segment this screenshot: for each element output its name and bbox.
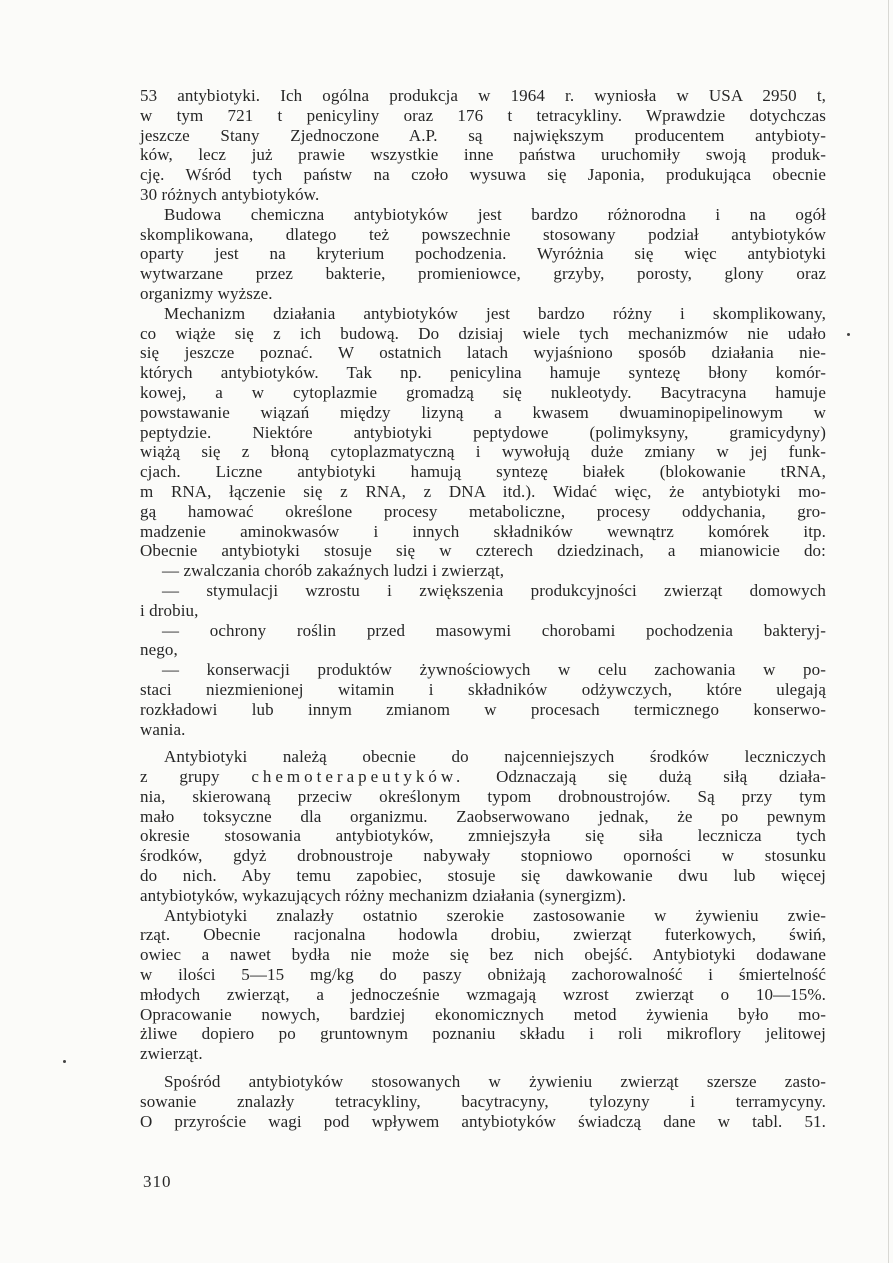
text-line: Antybiotyki należą obecnie do najcenniejszych środków leczniczych bbox=[164, 747, 826, 767]
text-line: owiec a nawet bydła nie może się bez nich obejść. Antybiotyki dodawane bbox=[140, 945, 826, 965]
text-line: O przyroście wagi pod wpływem antybiotyków świadczą dane w tabl. 51. bbox=[140, 1111, 826, 1131]
page-body bbox=[140, 86, 826, 1131]
margin-dot bbox=[63, 1060, 66, 1063]
text-line: sowanie znalazły tetracykliny, bacytracyny, tylozyny i terramycyny. bbox=[140, 1091, 826, 1111]
list-item: — zwalczania chorób zakaźnych ludzi i zwierząt, bbox=[162, 561, 505, 581]
text-line: w ilości 5—15 mg/kg do paszy obniżają zachorowalność i śmiertelność bbox=[140, 965, 826, 985]
text-line: okresie stosowania antybiotyków, zmniejszyła się siła lecznicza tych bbox=[140, 826, 826, 846]
text-line: 53 antybiotyki. Ich ogólna produkcja w 1964 r. wyniosła w USA 2950 t, bbox=[140, 86, 826, 105]
paragraph-gap bbox=[140, 1064, 826, 1072]
text-line: których antybiotyków. Tak np. penicylina hamuje syntezę błony komór- bbox=[140, 363, 826, 383]
text-line: Obecnie antybiotyki stosuje się w czterech dziedzinach, a mianowicie do: bbox=[140, 541, 826, 561]
text-line: i drobiu, bbox=[140, 600, 199, 620]
text-line: rząt. Obecnie racjonalna hodowla drobiu, zwierząt futerkowych, świń, bbox=[140, 925, 826, 945]
text-line: powstawanie wiązań między lizyną a kwasem dwuaminopipelinowym w bbox=[140, 402, 826, 422]
text-line: ków, lecz już prawie wszystkie inne państwa uruchomiły swoją produk- bbox=[140, 145, 826, 165]
text-line: cję. Wśród tych państw na czoło wysuwa się Japonia, produkująca obecnie bbox=[140, 165, 826, 185]
text-line: antybiotyków, wykazujących różny mechanizm działania (synergizm). bbox=[140, 885, 627, 905]
list-item: — ochrony roślin przed masowymi chorobami pochodzenia bakteryj- bbox=[162, 620, 826, 640]
text-line: Spośród antybiotyków stosowanych w żywieniu zwierząt szersze zasto- bbox=[164, 1072, 826, 1092]
text-line: do nich. Aby temu zapobiec, stosuje się dawkowanie dwu lub więcej bbox=[140, 866, 826, 886]
text-line: oparty jest na kryterium pochodzenia. Wyróżnia się więc antybiotyki bbox=[140, 244, 826, 264]
text-line: żliwe dopiero po gruntownym poznaniu składu i roli mikroflory jelitowej bbox=[140, 1024, 826, 1044]
text-line: się jeszcze poznać. W ostatnich latach wyjaśniono sposób działania nie- bbox=[140, 343, 826, 363]
text-line: wytwarzane przez bakterie, promieniowce, grzyby, porosty, glony oraz bbox=[140, 264, 826, 284]
text-line: kowej, a w cytoplazmie gromadzą się nukleotydy. Bacytracyna hamuje bbox=[140, 382, 826, 402]
page-edge-rule bbox=[888, 0, 889, 1263]
text-line: młodych zwierząt, a jednocześnie wzmagają wzrost zwierząt o 10—15%. bbox=[140, 984, 826, 1004]
emphasized-term: chemoterapeutyków. bbox=[251, 767, 465, 787]
text-line: Mechanizm działania antybiotyków jest bardzo różny i skomplikowany, bbox=[164, 303, 826, 323]
text-line bbox=[140, 767, 826, 787]
text-line: gą hamować określone procesy metaboliczne, procesy oddychania, gro- bbox=[140, 501, 826, 521]
margin-dot bbox=[847, 333, 850, 336]
text-fragment: Odznaczają się dużą siłą działa- bbox=[496, 767, 826, 787]
page-number: 310 bbox=[143, 1172, 172, 1191]
text-line: cjach. Liczne antybiotyki hamują syntezę białek (blokowanie tRNA, bbox=[140, 462, 826, 482]
text-line: zwierząt. bbox=[140, 1044, 203, 1064]
text-fragment: z grupy bbox=[140, 767, 220, 787]
text-line: 30 różnych antybiotyków. bbox=[140, 184, 320, 204]
text-line: nego, bbox=[140, 640, 178, 660]
text-line: Budowa chemiczna antybiotyków jest bardzo różnorodna i na ogół bbox=[164, 204, 826, 224]
text-line: madzenie aminokwasów i innych składników wewnątrz komórek itp. bbox=[140, 521, 826, 541]
text-line: w tym 721 t penicyliny oraz 176 t tetracykliny. Wprawdzie dotychczas bbox=[140, 105, 826, 125]
text-line: rozkładowi lub innym zmianom w procesach termicznego konserwo- bbox=[140, 699, 826, 719]
list-item: — konserwacji produktów żywnościowych w celu zachowania w po- bbox=[162, 660, 826, 680]
text-line: peptydzie. Niektóre antybiotyki peptydowe (polimyksyny, gramicydyny) bbox=[140, 422, 826, 442]
text-line: nia, skierowaną przeciw określonym typom drobnoustrojów. Są przy tym bbox=[140, 786, 826, 806]
text-line: co wiąże się z ich budową. Do dzisiaj wiele tych mechanizmów nie udało bbox=[140, 323, 826, 343]
text-line: organizmy wyższe. bbox=[140, 283, 273, 303]
paragraph-gap bbox=[140, 739, 826, 747]
text-line: Antybiotyki znalazły ostatnio szerokie zastosowanie w żywieniu zwie- bbox=[164, 905, 826, 925]
text-line: staci niezmienionej witamin i składników odżywczych, które ulegają bbox=[140, 679, 826, 699]
text-line: Opracowanie nowych, bardziej ekonomicznych metod żywienia było mo- bbox=[140, 1004, 826, 1024]
text-line: skomplikowana, dlatego też powszechnie stosowany podział antybiotyków bbox=[140, 224, 826, 244]
text-line: wiążą się z błoną cytoplazmatyczną i wywołują duże zmiany w jej funk- bbox=[140, 442, 826, 462]
text-line: jeszcze Stany Zjednoczone A.P. są największym producentem antybioty- bbox=[140, 125, 826, 145]
text-line: wania. bbox=[140, 719, 186, 739]
text-line: środków, gdyż drobnoustroje nabywały stopniowo oporności w stosunku bbox=[140, 846, 826, 866]
list-item: — stymulacji wzrostu i zwiększenia produkcyjności zwierząt domowych bbox=[162, 580, 826, 600]
text-line: m RNA, łączenie się z RNA, z DNA itd.). Widać więc, że antybiotyki mo- bbox=[140, 481, 826, 501]
text-line: mało toksyczne dla organizmu. Zaobserwowano jednak, że po pewnym bbox=[140, 806, 826, 826]
